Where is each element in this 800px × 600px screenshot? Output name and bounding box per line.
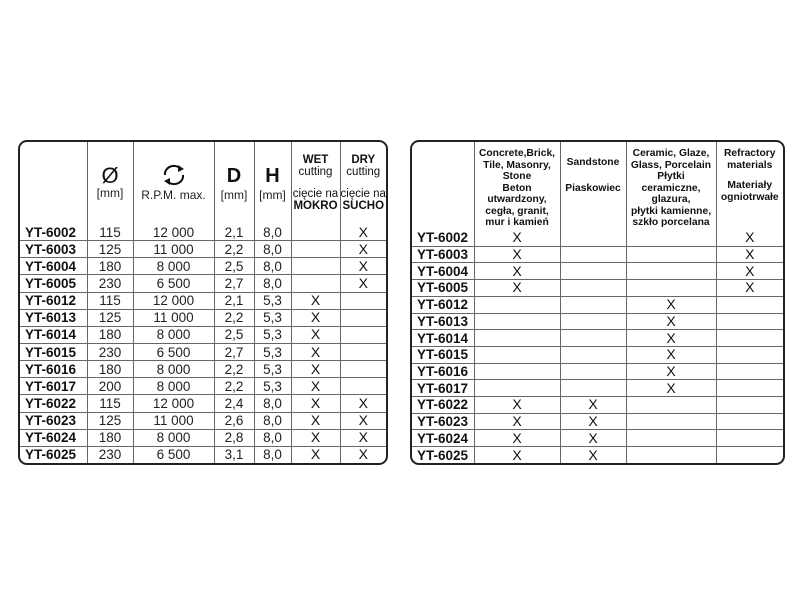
table-row xyxy=(20,446,386,463)
product-code-cell: YT-6023 xyxy=(20,412,87,429)
wet-cutting-mark xyxy=(291,258,340,275)
diameter-cell: 230 xyxy=(87,446,133,463)
h-header xyxy=(254,142,291,224)
table-row xyxy=(412,413,783,430)
specifications-header-row xyxy=(20,142,386,224)
d-header xyxy=(214,142,254,224)
diameter-unit: [mm] xyxy=(96,186,124,200)
product-code-cell: YT-6016 xyxy=(20,361,87,378)
d-cell: 2,6 xyxy=(214,412,254,429)
d-cell: 2,1 xyxy=(214,292,254,309)
refractory-en-line-1: Refractory xyxy=(723,148,776,159)
rpm-cell: 11 000 xyxy=(133,241,214,258)
h-cell: 5,3 xyxy=(254,326,291,343)
product-code-cell: YT-6003 xyxy=(20,241,87,258)
h-cell: 8,0 xyxy=(254,429,291,446)
sandstone-mark xyxy=(560,330,626,347)
refractory-mark: X xyxy=(716,246,783,263)
sandstone-mark xyxy=(560,296,626,313)
table-row xyxy=(412,230,783,246)
concrete-mark: X xyxy=(474,397,560,414)
h-cell: 8,0 xyxy=(254,241,291,258)
wet-cutting-mark: X xyxy=(291,343,340,360)
ceramic-mark: X xyxy=(626,363,716,380)
diameter-cell: 115 xyxy=(87,395,133,412)
h-cell: 5,3 xyxy=(254,292,291,309)
concrete-pl-line-2: cegła, granit, xyxy=(485,205,549,217)
code-header xyxy=(412,142,474,230)
table-row xyxy=(20,378,386,395)
diameter-cell: 115 xyxy=(87,292,133,309)
ceramic-en-line-2: Glass, Porcelain xyxy=(630,159,712,171)
rpm-header xyxy=(133,142,214,224)
sandstone-mark xyxy=(560,380,626,397)
specifications-table xyxy=(20,142,386,463)
refractory-pl-line-2: ogniotrwałe xyxy=(720,191,779,203)
ceramic-mark xyxy=(626,230,716,246)
d-cell: 2,2 xyxy=(214,378,254,395)
wet-cutting-mark: X xyxy=(291,378,340,395)
d-cell: 2,5 xyxy=(214,258,254,275)
table-row xyxy=(20,275,386,292)
table-row xyxy=(412,397,783,414)
dry-cutting-mark: X xyxy=(340,224,386,241)
h-cell: 5,3 xyxy=(254,361,291,378)
ceramic-pl-line-4: szkło porcelana xyxy=(632,217,710,228)
dry-cutting-mark xyxy=(340,361,386,378)
table-row xyxy=(412,246,783,263)
concrete-mark: X xyxy=(474,263,560,280)
table-row xyxy=(412,330,783,347)
applications-table xyxy=(412,142,783,463)
sandstone-mark xyxy=(560,363,626,380)
ceramic-mark xyxy=(626,246,716,263)
diameter-cell: 125 xyxy=(87,412,133,429)
d-cell: 2,7 xyxy=(214,275,254,292)
table-row xyxy=(20,224,386,241)
sandstone-mark: X xyxy=(560,430,626,447)
d-cell: 2,4 xyxy=(214,395,254,412)
dry-cutting-header xyxy=(340,142,386,224)
refractory-mark: X xyxy=(716,280,783,297)
applications-header-row xyxy=(412,142,783,230)
concrete-mark xyxy=(474,363,560,380)
d-cell: 2,8 xyxy=(214,429,254,446)
rpm-cell: 8 000 xyxy=(133,361,214,378)
diameter-cell: 125 xyxy=(87,309,133,326)
concrete-en-line-1: Concrete,Brick, xyxy=(478,148,556,159)
dry-cutting-mark: X xyxy=(340,395,386,412)
table-row xyxy=(412,313,783,330)
product-code-cell: YT-6002 xyxy=(412,230,474,246)
sandstone-header xyxy=(560,142,626,230)
dry-cutting-mark: X xyxy=(340,258,386,275)
product-code-cell: YT-6016 xyxy=(412,363,474,380)
product-code-cell: YT-6013 xyxy=(412,313,474,330)
dry-cutting-mark: X xyxy=(340,446,386,463)
product-code-cell: YT-6022 xyxy=(20,395,87,412)
concrete-mark xyxy=(474,346,560,363)
product-code-cell: YT-6004 xyxy=(412,263,474,280)
h-cell: 8,0 xyxy=(254,258,291,275)
dry-cutting-mark: X xyxy=(340,429,386,446)
ceramic-mark xyxy=(626,397,716,414)
ceramic-mark xyxy=(626,413,716,430)
concrete-en-line-3: Stone xyxy=(502,171,532,182)
ceramic-mark xyxy=(626,263,716,280)
ceramic-mark: X xyxy=(626,380,716,397)
wet-cutting-mark: X xyxy=(291,361,340,378)
table-row xyxy=(412,380,783,397)
h-cell: 8,0 xyxy=(254,395,291,412)
rpm-label: R.P.M. max. xyxy=(141,188,206,202)
product-code-cell: YT-6023 xyxy=(412,413,474,430)
rpm-cell: 12 000 xyxy=(133,224,214,241)
h-label: H xyxy=(265,164,280,187)
diameter-cell: 115 xyxy=(87,224,133,241)
rpm-cell: 8 000 xyxy=(133,326,214,343)
refractory-mark: X xyxy=(716,263,783,280)
h-cell: 8,0 xyxy=(254,275,291,292)
d-cell: 2,2 xyxy=(214,241,254,258)
d-cell: 2,2 xyxy=(214,309,254,326)
wet-cutting-mark: X xyxy=(291,429,340,446)
refractory-mark xyxy=(716,397,783,414)
ceramic-pl-line-3: płytki kamienne, xyxy=(630,205,712,217)
sandstone-pl: Piaskowiec xyxy=(565,182,621,194)
specifications-table-panel xyxy=(18,140,388,465)
table-row xyxy=(412,363,783,380)
ceramic-mark xyxy=(626,430,716,447)
product-code-cell: YT-6015 xyxy=(20,343,87,360)
wet-cutting-mark: X xyxy=(291,412,340,429)
diameter-cell: 180 xyxy=(87,429,133,446)
dry-cutting-mark xyxy=(340,343,386,360)
product-code-cell: YT-6024 xyxy=(412,430,474,447)
sandstone-mark xyxy=(560,346,626,363)
wet-cutting-mark: X xyxy=(291,395,340,412)
dry-cutting-mark: X xyxy=(340,275,386,292)
concrete-header xyxy=(474,142,560,230)
table-row xyxy=(20,292,386,309)
ceramic-en-line-1: Ceramic, Glaze, xyxy=(632,148,710,159)
h-unit: [mm] xyxy=(259,187,286,202)
wet-polish-label: cięcie na xyxy=(292,188,339,200)
h-cell: 8,0 xyxy=(254,412,291,429)
product-code-cell: YT-6025 xyxy=(20,446,87,463)
wet-cutting-mark xyxy=(291,275,340,292)
table-row xyxy=(20,361,386,378)
rpm-cell: 11 000 xyxy=(133,412,214,429)
diameter-symbol: Ø xyxy=(101,163,119,188)
h-cell: 5,3 xyxy=(254,378,291,395)
d-cell: 2,7 xyxy=(214,343,254,360)
concrete-mark: X xyxy=(474,230,560,246)
refractory-en-line-2: materials xyxy=(727,159,773,171)
refractory-mark xyxy=(716,447,783,463)
refractory-mark: X xyxy=(716,230,783,246)
refractory-mark xyxy=(716,296,783,313)
wet-cutting-mark: X xyxy=(291,292,340,309)
wet-polish-bold-label: MOKRO xyxy=(293,200,338,212)
diameter-header xyxy=(87,142,133,224)
concrete-pl-line-3: mur i kamień xyxy=(485,217,549,228)
refractory-pl-line-1: Materiały xyxy=(727,180,773,191)
table-row xyxy=(20,326,386,343)
concrete-mark xyxy=(474,296,560,313)
refractory-mark xyxy=(716,330,783,347)
dry-cutting-mark: X xyxy=(340,412,386,429)
product-code-cell: YT-6013 xyxy=(20,309,87,326)
diameter-cell: 125 xyxy=(87,241,133,258)
diameter-cell: 230 xyxy=(87,343,133,360)
table-row xyxy=(412,263,783,280)
refractory-mark xyxy=(716,363,783,380)
table-row xyxy=(20,241,386,258)
wet-cutting-mark: X xyxy=(291,446,340,463)
ceramic-mark xyxy=(626,447,716,463)
rotation-arrows-icon xyxy=(161,164,187,186)
table-row xyxy=(20,309,386,326)
product-code-cell: YT-6017 xyxy=(412,380,474,397)
ceramic-mark xyxy=(626,280,716,297)
wet-cutting-header xyxy=(291,142,340,224)
wet-cutting-mark: X xyxy=(291,326,340,343)
ceramic-mark: X xyxy=(626,330,716,347)
table-row xyxy=(412,280,783,297)
refractory-mark xyxy=(716,313,783,330)
dry-cutting-mark: X xyxy=(340,241,386,258)
table-row xyxy=(20,258,386,275)
h-cell: 5,3 xyxy=(254,309,291,326)
table-row xyxy=(412,296,783,313)
wet-cutting-mark: X xyxy=(291,309,340,326)
dry-polish-label: cięcie na xyxy=(340,188,386,200)
h-cell: 8,0 xyxy=(254,446,291,463)
concrete-mark: X xyxy=(474,430,560,447)
ceramic-mark: X xyxy=(626,296,716,313)
rpm-cell: 6 500 xyxy=(133,275,214,292)
concrete-mark xyxy=(474,380,560,397)
concrete-mark: X xyxy=(474,246,560,263)
table-row xyxy=(20,412,386,429)
concrete-mark xyxy=(474,330,560,347)
diameter-cell: 180 xyxy=(87,258,133,275)
table-row xyxy=(20,343,386,360)
concrete-mark xyxy=(474,313,560,330)
applications-table-panel xyxy=(410,140,785,465)
dry-cutting-mark xyxy=(340,326,386,343)
product-code-cell: YT-6012 xyxy=(412,296,474,313)
rpm-cell: 8 000 xyxy=(133,378,214,395)
product-code-cell: YT-6003 xyxy=(412,246,474,263)
sandstone-mark xyxy=(560,313,626,330)
rpm-cell: 8 000 xyxy=(133,258,214,275)
wet-cutting-label: cutting xyxy=(298,166,333,178)
sandstone-mark: X xyxy=(560,447,626,463)
rpm-cell: 6 500 xyxy=(133,446,214,463)
wet-label: WET xyxy=(302,154,329,166)
ceramic-header xyxy=(626,142,716,230)
rpm-cell: 12 000 xyxy=(133,292,214,309)
code-header xyxy=(20,142,87,224)
product-code-cell: YT-6024 xyxy=(20,429,87,446)
concrete-mark: X xyxy=(474,413,560,430)
dry-cutting-label: cutting xyxy=(346,166,381,178)
rpm-cell: 6 500 xyxy=(133,343,214,360)
product-code-cell: YT-6014 xyxy=(20,326,87,343)
dry-polish-bold-label: SUCHO xyxy=(342,200,385,212)
concrete-mark: X xyxy=(474,280,560,297)
dry-cutting-mark xyxy=(340,309,386,326)
product-code-cell: YT-6002 xyxy=(20,224,87,241)
d-cell: 2,5 xyxy=(214,326,254,343)
h-cell: 8,0 xyxy=(254,224,291,241)
refractory-header xyxy=(716,142,783,230)
table-row xyxy=(412,430,783,447)
sandstone-mark xyxy=(560,246,626,263)
sandstone-mark: X xyxy=(560,413,626,430)
wet-cutting-mark xyxy=(291,241,340,258)
ceramic-pl-line-1: Płytki ceramiczne, xyxy=(641,171,701,194)
d-cell: 2,2 xyxy=(214,361,254,378)
table-row xyxy=(20,395,386,412)
diameter-cell: 180 xyxy=(87,361,133,378)
sandstone-mark xyxy=(560,230,626,246)
dry-cutting-mark xyxy=(340,378,386,395)
d-label: D xyxy=(226,164,242,187)
product-code-cell: YT-6014 xyxy=(412,330,474,347)
sandstone-mark: X xyxy=(560,397,626,414)
d-unit: [mm] xyxy=(220,187,248,202)
diameter-cell: 230 xyxy=(87,275,133,292)
diameter-cell: 200 xyxy=(87,378,133,395)
refractory-mark xyxy=(716,380,783,397)
rpm-cell: 8 000 xyxy=(133,429,214,446)
product-code-cell: YT-6015 xyxy=(412,346,474,363)
refractory-mark xyxy=(716,413,783,430)
concrete-pl-line-1: Beton utwardzony, xyxy=(487,182,547,205)
sandstone-en: Sandstone xyxy=(566,157,620,168)
d-cell: 3,1 xyxy=(214,446,254,463)
refractory-mark xyxy=(716,346,783,363)
product-code-cell: YT-6017 xyxy=(20,378,87,395)
product-code-cell: YT-6022 xyxy=(412,397,474,414)
table-row xyxy=(412,346,783,363)
h-cell: 5,3 xyxy=(254,343,291,360)
ceramic-mark: X xyxy=(626,313,716,330)
dry-cutting-mark xyxy=(340,292,386,309)
sandstone-mark xyxy=(560,280,626,297)
product-code-cell: YT-6005 xyxy=(20,275,87,292)
concrete-en-line-2: Tile, Masonry, xyxy=(483,159,551,171)
wet-cutting-mark xyxy=(291,224,340,241)
diameter-cell: 180 xyxy=(87,326,133,343)
rpm-cell: 12 000 xyxy=(133,395,214,412)
product-code-cell: YT-6012 xyxy=(20,292,87,309)
product-code-cell: YT-6025 xyxy=(412,447,474,463)
product-code-cell: YT-6004 xyxy=(20,258,87,275)
sandstone-mark xyxy=(560,263,626,280)
dry-label: DRY xyxy=(351,154,376,166)
product-code-cell: YT-6005 xyxy=(412,280,474,297)
table-row xyxy=(20,429,386,446)
d-cell: 2,1 xyxy=(214,224,254,241)
concrete-mark: X xyxy=(474,447,560,463)
refractory-mark xyxy=(716,430,783,447)
rpm-cell: 11 000 xyxy=(133,309,214,326)
ceramic-mark: X xyxy=(626,346,716,363)
ceramic-pl-line-2: glazura, xyxy=(651,194,691,205)
table-row xyxy=(412,447,783,463)
